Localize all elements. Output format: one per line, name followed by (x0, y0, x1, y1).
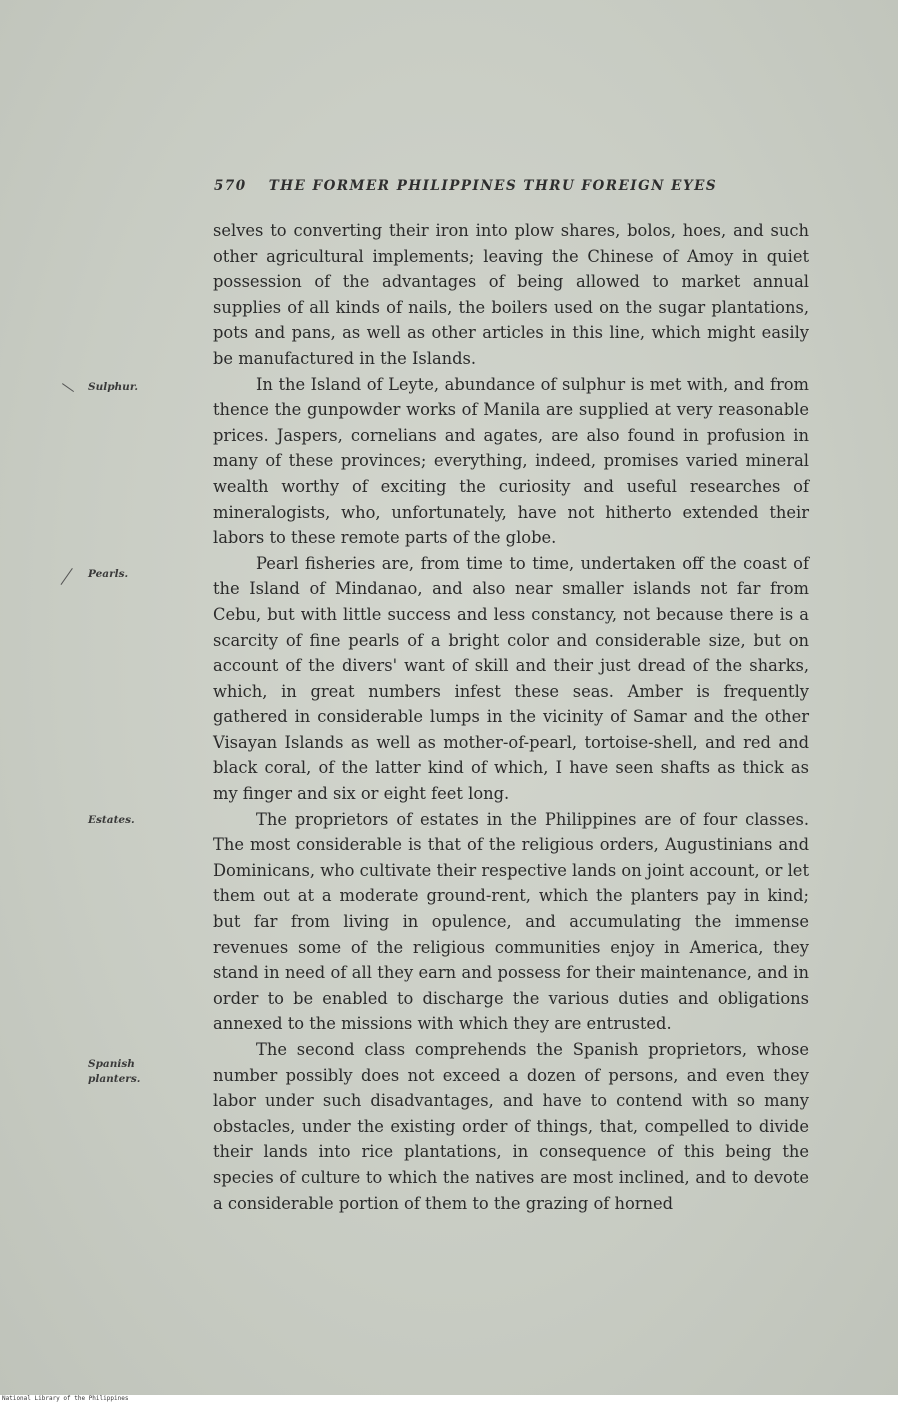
margin-note-spanish-line1: Spanish (88, 1058, 135, 1070)
paragraph-3: Pearl fisheries are, from time to time, undertaken off the coast of the Island of Mindanao, and also near smaller islands not far from Cebu, but with little success and less constancy, not because there is a scarcity of fine pearls of a bright color and considerable size, but on account of the divers' want of skill and their just dread of the sharks, which, in great numbers infest these seas. Amber is frequently gathered in considerable lumps in the vicinity of Samar and the other Visayan Islands as well as mother-of-pearl, tortoise-shell, and red and black coral, of the latter kind of which, I have seen shafts as thick as my finger and six or eight feet long. (213, 553, 809, 804)
running-title: THE FORMER PHILIPPINES THRU FOREIGN EYES (268, 178, 718, 194)
paragraph-1: selves to converting their iron into plow shares, bolos, hoes, and such other agricultural implements; leaving the Chinese of Amoy in quiet possession of the advantages of being allowed to market annual supplies of all kinds of nails, the boilers used on the sugar plantations, pots and pans, as well as other articles in this line, which might easily be manufactured in the Islands. (213, 221, 809, 368)
margin-note-sulphur: Sulphur. (88, 381, 139, 393)
footer-credit: National Library of the Philippines (2, 1395, 129, 1402)
page-number: 570 (214, 178, 247, 194)
paragraph-5: The second class comprehends the Spanish proprietors, whose number possibly does not exceed a dozen of persons, and even they labor under such disadvantages, and have to contend with so many obstacles, under the existing order of things, that, compelled to divide their lands into rice plantations, in consequence of this being the species of culture to which the natives are most inclined, and to devote a considerable portion of them to the grazing of horned (213, 1040, 809, 1213)
margin-note-spanish-planters (88, 1057, 140, 1087)
body-text (213, 218, 809, 1216)
margin-note-estates: Estates. (88, 814, 135, 826)
running-header (214, 178, 814, 194)
margin-note-spanish-line2: planters. (88, 1073, 141, 1085)
paragraph-4: The proprietors of estates in the Philippines are of four classes. The most considerable is that of the religious orders, Augustinians and Dominicans, who cultivate their respective lands on joint account, or let them out at a moderate ground-rent, which the planters pay in kind; but far from living in opulence, and accumulating the immense revenues some of the religious communities enjoy in America, they stand in need of all they earn and possess for their maintenance, and in order to be enabled to discharge the various duties and obligations annexed to the missions with which they are entrusted. (213, 809, 809, 1034)
margin-note-pearls: Pearls. (88, 568, 129, 580)
paragraph-2: In the Island of Leyte, abundance of sulphur is met with, and from thence the gunpowder works of Manila are supplied at very reasonable prices. Jaspers, cornelians and agates, are also found in profusion in many of these provinces; everything, indeed, promises varied mineral wealth worthy of exciting the curiosity and useful researches of mineralogists, who, unfortunately, have not hitherto extended their labors to these remote parts of the globe. (213, 374, 809, 548)
footer-strip (0, 1395, 898, 1403)
